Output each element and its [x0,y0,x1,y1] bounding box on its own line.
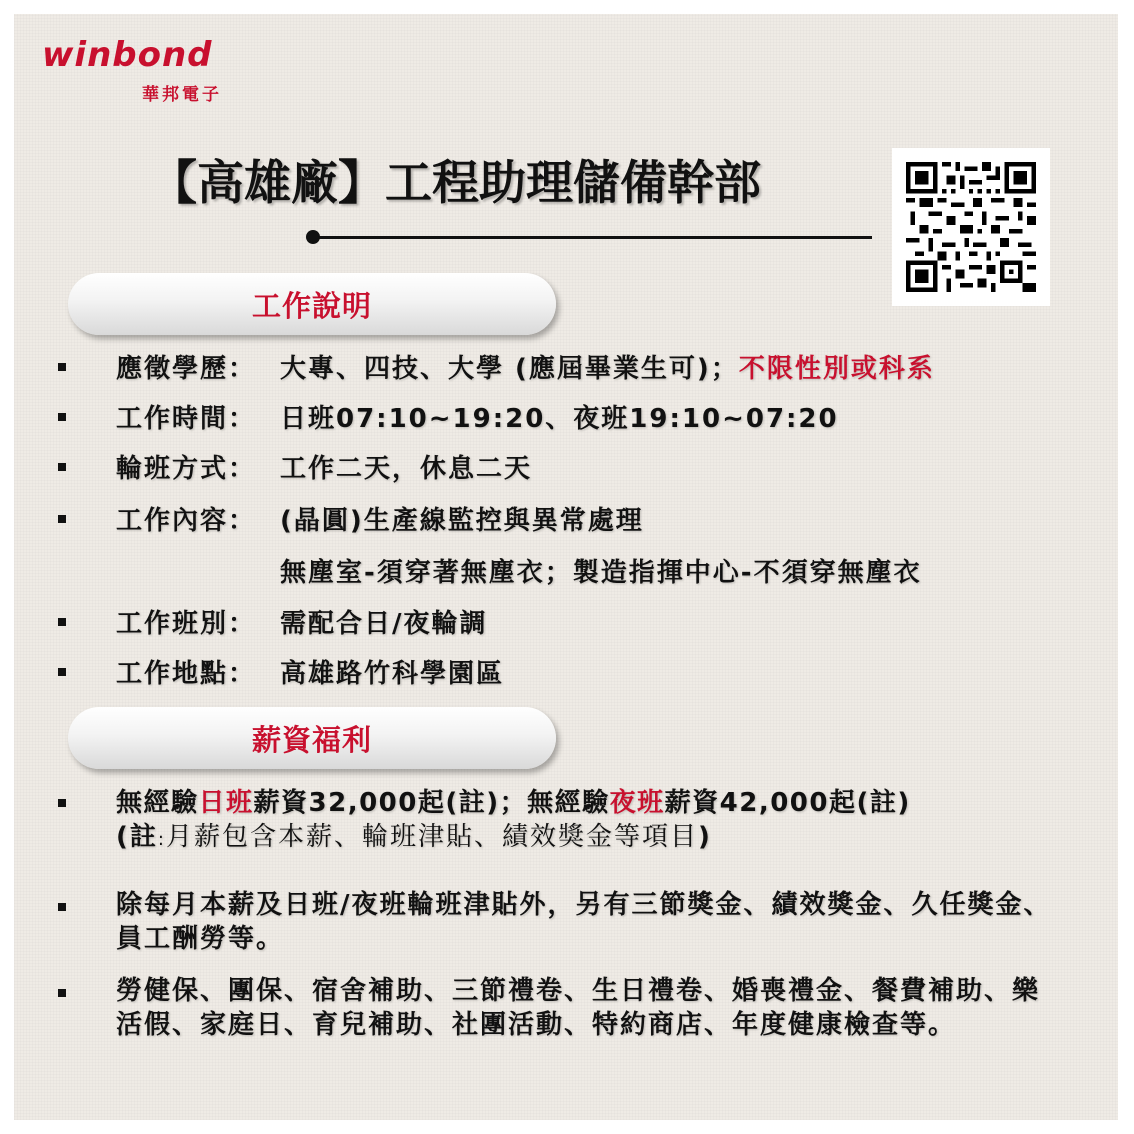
education-value-wrap [280,348,935,385]
content-value-2: 無塵室-須穿著無塵衣；製造指揮中心-不須穿無塵衣 [280,558,922,588]
hours-label: 工作時間： [116,404,257,434]
bonus-item: 除每月本薪及日班/夜班輪班津貼外，另有三節獎金、績效獎金、久任獎金、員工酬勞等。 [116,890,1052,954]
section-title-job: 工作說明 [251,288,372,323]
bullet [58,363,66,371]
location-label: 工作地點： [116,659,257,689]
section-title-benefit: 薪資福利 [251,722,372,757]
bullet [58,668,66,676]
salary-part-1: 無經驗 [116,788,199,818]
bullet [58,903,66,911]
note-colon: : [157,829,166,850]
bullet [58,413,66,421]
underline-line [314,236,872,239]
note-open: ( [116,822,130,852]
note-label: 註 [129,822,158,852]
welfare-item: 勞健保、團保、宿舍補助、三節禮卷、生日禮卷、婚喪禮金、餐費補助、樂活假、家庭日、育兒補助、社團活動、特約商店、年度健康檢查等。 [116,976,1041,1040]
rotation-value: 工作二天，休息二天 [280,454,533,484]
rotation-label: 輪班方式： [116,454,257,484]
salary-part-2: 薪資32,000起(註)；無經驗 [253,788,610,818]
salary-item [116,786,1056,820]
page-title: 【高雄廠】工程助理儲備幹部 [150,156,761,211]
qr-code-graphic [906,162,1036,292]
hours-value: 日班07:10~19:20、夜班19:10~07:20 [280,404,839,434]
education-label: 應徵學歷： [116,354,257,384]
section-header-job [68,273,556,335]
note-text: 月薪包含本薪、輪班津貼、績效獎金等項目 [165,822,698,852]
salary-part-3: 薪資42,000起(註) [664,788,911,818]
location-value: 高雄路竹科學園區 [280,659,505,689]
shift-label: 工作班別： [116,609,257,639]
note-close: ) [698,822,712,852]
salary-note [116,820,1056,857]
salary-day-shift: 日班 [198,788,254,818]
section-header-benefit [68,707,556,769]
logo-word: winbond [42,35,213,75]
bullet [58,989,66,997]
shift-value: 需配合日/夜輪調 [280,609,488,639]
content-label: 工作內容： [116,506,257,536]
title-underline [306,230,872,244]
education-highlight: 不限性別或科系 [738,354,935,384]
winbond-logo [42,35,222,105]
qr-code-icon[interactable] [892,148,1050,306]
bullet [58,799,66,807]
bullet [58,515,66,523]
content-value: (晶圓)生產線監控與異常處理 [280,506,644,536]
bullet [58,618,66,626]
bullet [58,463,66,471]
salary-night-shift: 夜班 [609,788,665,818]
education-value: 大專、四技、大學 (應屆畢業生可)； [280,354,739,384]
logo-subtitle: 華邦電子 [142,85,222,105]
